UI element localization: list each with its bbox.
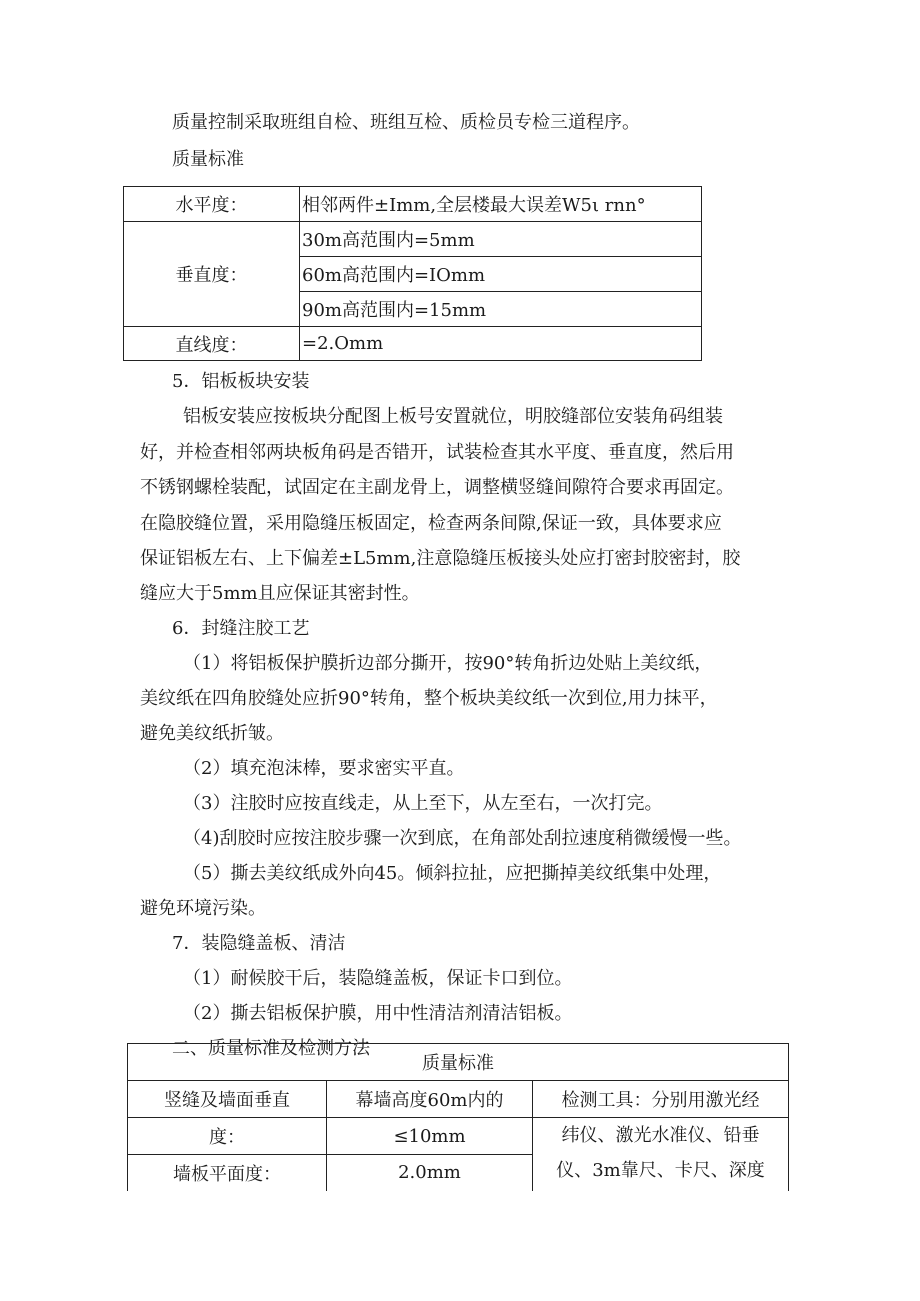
section-5-line: 好，并检查相邻两块板角码是否错开，试装检查其水平度、垂直度，然后用: [140, 442, 734, 463]
flatness-label: 水平度：: [124, 187, 300, 222]
section-7-line: （2）撕去铝板保护膜，用中性清洁剂清洁铝板。: [183, 1003, 573, 1024]
table-header: 质量标准: [128, 1044, 789, 1081]
section-6-line: 避免美纹纸折皱。: [140, 723, 284, 744]
section-5-line: 缝应大于5mm且应保证其密封性。: [140, 583, 420, 604]
section-6-line: （1）将铝板保护膜折边部分撕开，按90°转角折边处贴上美纹纸，: [183, 653, 713, 674]
verticality-label: 垂直度：: [124, 222, 300, 327]
verticality-value: 90m高范围内=15mm: [300, 292, 702, 327]
quality-standard-title: 质量标准: [172, 149, 244, 170]
part-2-heading: 二、质量标准及检测方法: [172, 1038, 370, 1059]
section-5-line: 不锈钢螺栓装配，试固定在主副龙骨上，调整横竖缝间隙符合要求再固定。: [140, 477, 734, 498]
section-5-heading: 5．铝板板块安装: [172, 371, 310, 392]
section-6-line: （5）撕去美纹纸成外向45。倾斜拉扯，应把撕掉美纹纸集中处理，: [183, 863, 722, 884]
quality-inspection-table: [127, 1043, 789, 1191]
section-5-line: 铝板安装应按板块分配图上板号安置就位，明胶缝部位安装角码组装: [183, 406, 723, 427]
table-cell: 检测工具：分别用激光经: [533, 1081, 789, 1118]
section-6-line: （4)刮胶时应按注胶步骤一次到底，在角部处刮拉速度稍微缓慢一些。: [183, 828, 742, 849]
section-6-line: 避免环境污染。: [140, 898, 266, 919]
table-cell: 仪、3m靠尺、卡尺、深度: [556, 1160, 765, 1181]
intro-line: 质量控制采取班组自检、班组互检、质检员专检三道程序。: [172, 112, 640, 133]
straightness-value: =2.Omm: [300, 327, 702, 361]
flatness-value: 相邻两件±Imm,全层楼最大误差W5ι rnn°: [300, 187, 702, 222]
section-7-line: （1）耐候胶干后，装隐缝盖板，保证卡口到位。: [183, 968, 573, 989]
section-6-line: （2）填充泡沫棒，要求密实平直。: [183, 758, 465, 779]
table-cell: 幕墙高度60m内的: [327, 1081, 533, 1118]
detection-tools-cell: [533, 1118, 789, 1191]
section-6-line: （3）注胶时应按直线走，从上至下，从左至右，一次打完。: [183, 793, 663, 814]
straightness-label: 直线度：: [124, 327, 300, 361]
table-cell: 墙板平面度：: [128, 1155, 327, 1191]
verticality-value: 60m高范围内=IOmm: [300, 257, 702, 292]
section-7-heading: 7．装隐缝盖板、清洁: [172, 933, 346, 954]
verticality-value: 30m高范围内=5mm: [300, 222, 702, 257]
section-5-line: 在隐胶缝位置，采用隐缝压板固定，检查两条间隙,保证一致，具体要求应: [140, 513, 722, 534]
table-cell: 竖缝及墙面垂直: [128, 1081, 327, 1118]
section-5-line: 保证铝板左右、上下偏差±L5mm,注意隐缝压板接头处应打密封胶密封，胶: [140, 548, 741, 569]
table-cell: 纬仪、激光水准仪、铅垂: [561, 1125, 760, 1146]
section-6-heading: 6．封缝注胶工艺: [172, 618, 310, 639]
table-cell: 2.0mm: [327, 1155, 533, 1191]
section-6-line: 美纹纸在四角胶缝处应折90°转角，整个板块美纹纸一次到位,用力抹平，: [140, 688, 718, 709]
table-cell: 度：: [128, 1118, 327, 1155]
quality-tolerance-table: [123, 186, 702, 361]
table-cell: ≤10mm: [327, 1118, 533, 1155]
